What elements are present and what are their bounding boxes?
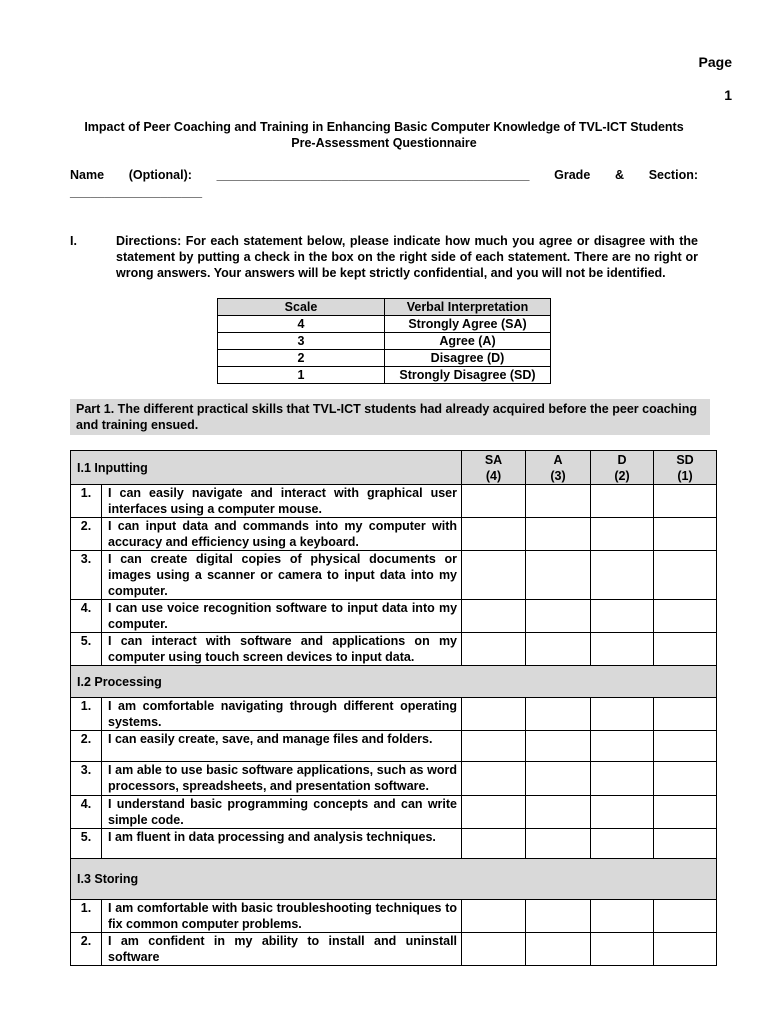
checkbox-a[interactable]: [526, 485, 591, 518]
checkbox-sa[interactable]: [462, 698, 526, 731]
checkbox-sd[interactable]: [654, 829, 717, 859]
checkbox-a[interactable]: [526, 731, 591, 762]
checkbox-sa[interactable]: [462, 900, 526, 933]
scale-row: [218, 350, 551, 367]
item-number: 2.: [71, 731, 102, 762]
checkbox-sa[interactable]: [462, 518, 526, 551]
scale-interpretation: Agree (A): [385, 333, 551, 350]
checkbox-d[interactable]: [591, 518, 654, 551]
item-statement: I can easily navigate and interact with graphical user interfaces using a computer mouse.: [102, 485, 462, 518]
table-row: [71, 762, 717, 796]
item-number: 5.: [71, 829, 102, 859]
checkbox-d[interactable]: [591, 829, 654, 859]
scale-row: [218, 333, 551, 350]
optional-label: (Optional):: [128, 168, 192, 182]
item-number: 3.: [71, 551, 102, 600]
scale-value: 1: [218, 367, 385, 384]
table-row: [71, 633, 717, 666]
section-blank[interactable]: ___________________: [70, 185, 203, 199]
sd-abbr: SD: [676, 452, 694, 467]
checkbox-d[interactable]: [591, 485, 654, 518]
column-header-a: [526, 451, 591, 485]
item-number: 2.: [71, 933, 102, 966]
ampersand: &: [614, 168, 624, 182]
checkbox-sd[interactable]: [654, 933, 717, 966]
item-number: 5.: [71, 633, 102, 666]
checkbox-a[interactable]: [526, 933, 591, 966]
scale-interpretation: Strongly Disagree (SD): [385, 367, 551, 384]
column-header-d: [591, 451, 654, 485]
scale-interpretation: Disagree (D): [385, 350, 551, 367]
identity-fields: [70, 167, 698, 201]
checkbox-d[interactable]: [591, 731, 654, 762]
checkbox-a[interactable]: [526, 796, 591, 829]
table-row: [71, 518, 717, 551]
sa-value: (4): [485, 468, 502, 483]
checkbox-d[interactable]: [591, 698, 654, 731]
checkbox-a[interactable]: [526, 633, 591, 666]
scale-header-row: [218, 299, 551, 316]
sd-value: (1): [677, 468, 693, 483]
sa-abbr: SA: [484, 452, 503, 467]
section-header-row: [71, 859, 717, 900]
item-statement: I understand basic programming concepts and can write simple code.: [102, 796, 462, 829]
grade-label: Grade: [554, 168, 591, 182]
section-header-row: [71, 666, 717, 698]
item-statement: I can input data and commands into my computer with accuracy and efficiency using a keyboard.: [102, 518, 462, 551]
table-row: [71, 933, 717, 966]
page-label: Page: [698, 54, 732, 70]
name-blank[interactable]: _____________________________________________: [216, 168, 530, 182]
item-statement: I can easily create, save, and manage files and folders.: [102, 731, 462, 762]
checkbox-a[interactable]: [526, 698, 591, 731]
scale-header: Scale: [218, 299, 385, 316]
directions-number: I.: [70, 234, 77, 248]
checkbox-sd[interactable]: [654, 551, 717, 600]
section-title-storing: I.3 Storing: [71, 859, 717, 900]
item-statement: I am comfortable navigating through different operating systems.: [102, 698, 462, 731]
item-statement: I can create digital copies of physical documents or images using a scanner or camera to input data into my computer.: [102, 551, 462, 600]
item-number: 3.: [71, 762, 102, 796]
column-header-sd: [654, 451, 717, 485]
checkbox-d[interactable]: [591, 900, 654, 933]
d-abbr: D: [617, 452, 627, 467]
scale-row: [218, 316, 551, 333]
checkbox-sd[interactable]: [654, 485, 717, 518]
item-statement: I am fluent in data processing and analysis techniques.: [102, 829, 462, 859]
scale-row: [218, 367, 551, 384]
checkbox-d[interactable]: [591, 762, 654, 796]
column-header-sa: [462, 451, 526, 485]
checkbox-sa[interactable]: [462, 933, 526, 966]
checkbox-sd[interactable]: [654, 731, 717, 762]
checkbox-d[interactable]: [591, 796, 654, 829]
checkbox-sa[interactable]: [462, 633, 526, 666]
table-row: [71, 600, 717, 633]
checkbox-d[interactable]: [591, 551, 654, 600]
directions-block: [70, 233, 698, 281]
questionnaire-table: [70, 450, 717, 966]
checkbox-a[interactable]: [526, 600, 591, 633]
item-number: 4.: [71, 600, 102, 633]
table-row: [71, 829, 717, 859]
checkbox-sa[interactable]: [462, 551, 526, 600]
table-row: [71, 796, 717, 829]
a-abbr: A: [553, 452, 563, 467]
checkbox-sd[interactable]: [654, 762, 717, 796]
item-number: 1.: [71, 485, 102, 518]
item-number: 4.: [71, 796, 102, 829]
item-number: 1.: [71, 698, 102, 731]
checkbox-sa[interactable]: [462, 600, 526, 633]
document-title: [0, 119, 768, 151]
section-title-processing: I.2 Processing: [71, 666, 717, 698]
checkbox-sd[interactable]: [654, 796, 717, 829]
a-value: (3): [550, 468, 566, 483]
part1-heading: Part 1. The different practical skills that TVL-ICT students had already acquired before the peer coaching and training ensued.: [70, 399, 710, 435]
checkbox-sa[interactable]: [462, 762, 526, 796]
interpretation-header: Verbal Interpretation: [385, 299, 551, 316]
item-number: 2.: [71, 518, 102, 551]
scale-value: 2: [218, 350, 385, 367]
checkbox-a[interactable]: [526, 762, 591, 796]
checkbox-a[interactable]: [526, 518, 591, 551]
checkbox-sd[interactable]: [654, 633, 717, 666]
item-statement: I am able to use basic software applications, such as word processors, spreadsheets, and presentation software.: [102, 762, 462, 796]
directions-text: Directions: For each statement below, please indicate how much you agree or disagree with the statement by putting a check in the box on the right side of each statement. There are no right or wrong answers. Your answers will be kept strictly confidential, and you will not be identified.: [116, 234, 698, 280]
table-row: [71, 731, 717, 762]
table-row: [71, 900, 717, 933]
page-indicator: [699, 46, 732, 112]
item-number: 1.: [71, 900, 102, 933]
scale-interpretation: Strongly Agree (SA): [385, 316, 551, 333]
section-title-inputting: I.1 Inputting: [71, 451, 462, 485]
main-title: Impact of Peer Coaching and Training in Enhancing Basic Computer Knowledge of TVL-ICT Students: [84, 120, 684, 134]
scale-value: 4: [218, 316, 385, 333]
checkbox-a[interactable]: [526, 551, 591, 600]
section-label: Section:: [648, 168, 698, 182]
checkbox-sa[interactable]: [462, 731, 526, 762]
page-number: 1: [724, 87, 732, 103]
checkbox-sd[interactable]: [654, 698, 717, 731]
d-value: (2): [614, 468, 630, 483]
scale-table: [217, 298, 551, 384]
scale-value: 3: [218, 333, 385, 350]
item-statement: I can interact with software and applications on my computer using touch screen devices to input data.: [102, 633, 462, 666]
checkbox-sa[interactable]: [462, 829, 526, 859]
section-header-row: [71, 451, 717, 485]
checkbox-a[interactable]: [526, 829, 591, 859]
name-label: Name: [70, 168, 105, 182]
item-statement: I can use voice recognition software to input data into my computer.: [102, 600, 462, 633]
checkbox-d[interactable]: [591, 633, 654, 666]
checkbox-d[interactable]: [591, 933, 654, 966]
checkbox-sa[interactable]: [462, 796, 526, 829]
table-row: [71, 698, 717, 731]
item-statement: I am confident in my ability to install and uninstall software: [102, 933, 462, 966]
checkbox-sa[interactable]: [462, 485, 526, 518]
table-row: [71, 551, 717, 600]
checkbox-sd[interactable]: [654, 600, 717, 633]
subtitle: Pre-Assessment Questionnaire: [291, 136, 477, 150]
checkbox-a[interactable]: [526, 900, 591, 933]
checkbox-d[interactable]: [591, 600, 654, 633]
checkbox-sd[interactable]: [654, 518, 717, 551]
item-statement: I am comfortable with basic troubleshooting techniques to fix common computer problems.: [102, 900, 462, 933]
checkbox-sd[interactable]: [654, 900, 717, 933]
table-row: [71, 485, 717, 518]
